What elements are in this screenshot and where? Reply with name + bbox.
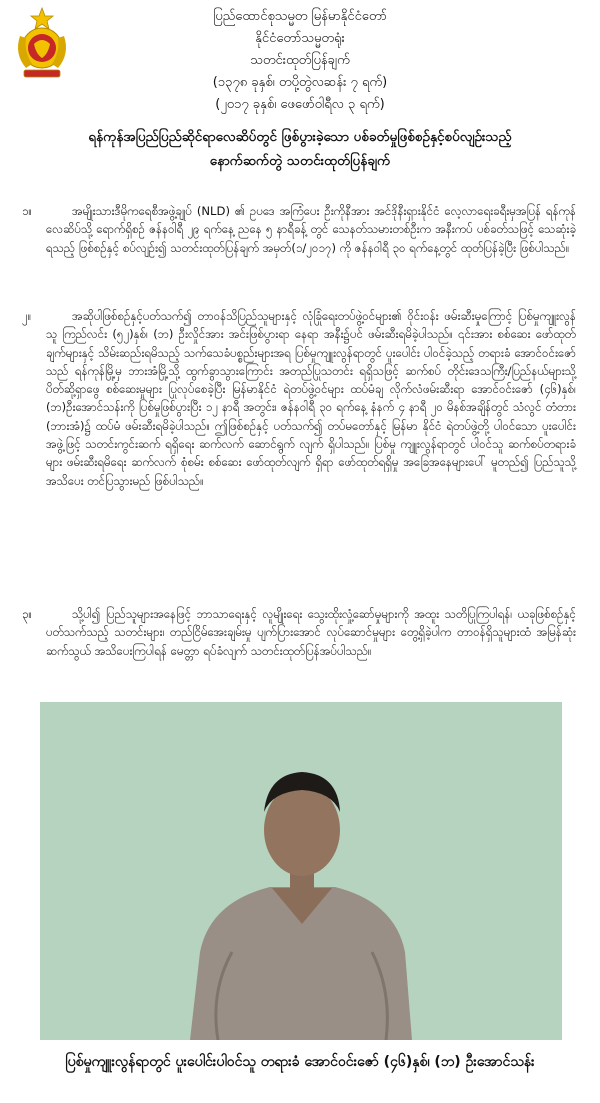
paragraph-text: အဆိုပါဖြစ်စဉ်နှင့်ပတ်သက်၍ တာဝန်သိပြည်သူများနှင့် လုံခြုံရေးတပ်ဖွဲ့ဝင်များ၏ ဝိုင်းဝန်း ဖမ်းဆီးမှုကြောင့် ပြစ်မှုကျူးလွန်သူ ကြည်လင်း (၅၂)နှစ်၊ (ဘ) ဦးလှိုင်အား အင်းဖြစ်ပွားရာ နေရာ အနီး၌ပင် ဖမ်းဆီးရမိခဲ့ပါသည်။ ၎င်းအား စစ်ဆေး ဖော်ထုတ်ချက်များနှင့် သိမ်းဆည်းရမိသည့် သက်သေခံပစ္စည်းများအရ ပြစ်မှုကျူးလွန်ရာတွင် ပူးပေါင်း ပါဝင်ခဲ့သည့် တရားခံ အောင်ဝင်းဇော် သည် ရန်ကုန်မြို့မှ ဘားအံမြို့သို့ ထွက်ခွာသွားကြောင်း အတည်ပြုသတင်း ရရှိသဖြင့် ဆက်စပ် တိုင်းဒေသကြီး/ပြည်နယ်များသို့ ပိတ်ဆို့ရှာဖွေ စစ်ဆေးမှုများ ပြုလုပ်စေခဲ့ပြီး မြန်မာနိုင်ငံ ရဲတပ်ဖွဲ့ဝင်များ ထပ်မံချ လိုက်လံဖမ်းဆီးရာ အောင်ဝင်းဇော် (၄၆)နှစ်၊ (ဘ)ဦးအောင်သန်းကို ပြစ်မှုဖြစ်ပွားပြီး ၁၂ နာရီ အတွင်း၊ ဇန်နဝါရီ ၃၀ ရက်နေ့ နံနက် ၄ နာရီ ၂၀ မိနစ်အချိန်တွင် သံလွင် တံတား (ဘားအံ)၌ ထပ်မံ ဖမ်းဆီးရမိခဲ့ပါသည်။ ဤဖြစ်စဉ်နှင့် ပတ်သက်၍ တပ်မတော်နှင့် မြန်မာ နိုင်ငံ ရဲတပ်ဖွဲ့တို့ ပါဝင်သော ပူးပေါင်းအဖွဲ့ဖြင့် သတင်းကွင်းဆက် ရရှိရေး ဆက်လက် ဆောင်ရွက် လျက် ရှိပါသည်။ ပြစ်မှု ကျူးလွန်ရာတွင် ပါဝင်သူ ဆက်စပ်တရားခံများ ဖမ်းဆီးရမိရေး ဆက်လက် စုံစမ်း စစ်ဆေး ဖော်ထုတ်လျက် ရှိရာ ဖော်ထုတ်ရရှိမှု အခြေအနေများပေါ် မူတည်၍ ပြည်သူသို့ အသိပေး တင်ပြသွားမည် ဖြစ်ပါသည်။ [46, 309, 576, 488]
document-header [0, 0, 600, 115]
title-line-2: နောက်ဆက်တွဲ သတင်းထုတ်ပြန်ချက် [209, 153, 391, 169]
suspect-photo [40, 702, 562, 1040]
paragraph-2 [22, 307, 576, 490]
header-line-1: ပြည်ထောင်စုသမ္မတ မြန်မာနိုင်ငံတော် [213, 9, 387, 24]
header-line-5: (၂၀၁၇ ခုနှစ်၊ ဖေဖော်ဝါရီလ ၃ ရက်) [215, 97, 385, 112]
photo-caption: ပြစ်မှုကျူးလွန်ရာတွင် ပူးပေါင်းပါဝင်သူ တရားခံ အောင်ဝင်းဇော် (၄၆)နှစ်၊ (ဘ) ဦးအောင်သန်း [65, 1054, 535, 1070]
paragraph-number: ၃။ [22, 607, 33, 621]
header-line-3: သတင်းထုတ်ပြန်ချက် [250, 53, 350, 68]
paragraph-1 [22, 202, 576, 257]
title-line-1: ရန်ကုန်အပြည်ပြည်ဆိုင်ရာလေဆိပ်တွင် ဖြစ်ပွားခဲ့သော ပစ်ခတ်မှုဖြစ်စဉ်နှင့်စပ်လျဉ်းသည့် [88, 129, 512, 145]
paragraph-number: ၂။ [22, 309, 32, 323]
paragraph-3 [22, 605, 576, 660]
header-line-4: (၁၃၇၈ ခုနှစ်၊ တပို့တွဲလဆန်း ၇ ရက်) [212, 75, 388, 90]
paragraph-number: ၁။ [22, 204, 33, 218]
header-line-2: နိုင်ငံတော်သမ္မတရုံး [255, 31, 345, 46]
paragraph-text: အမျိုးသားဒီမိုကရေစီအဖွဲ့ချုပ် (NLD) ၏ ဥပဒေ အကြံပေး ဦးကိုနီအား အင်ဒိုနီးရှားနိုင်ငံ လေ့လာရေးခရီးမှအပြန် ရန်ကုန်လေဆိပ်သို့ ရောက်ရှိစဉ် ဇန်နဝါရီ ၂၉ ရက်နေ့ ညနေ ၅ နာရီခန့် တွင် သေနတ်သမားတစ်ဦးက အနီးကပ် ပစ်ခတ်သဖြင့် သေဆုံးခဲ့ရသည့် ဖြစ်စဉ်နှင့် စပ်လျဉ်း၍ သတင်းထုတ်ပြန်ချက် အမှတ်(၁/၂၀၁၇) ကို ဇန်နဝါရီ ၃၀ ရက်နေ့တွင် ထုတ်ပြန်ခဲ့ပြီး ဖြစ်ပါသည်။ [46, 204, 576, 255]
person-figure-icon [40, 702, 562, 1040]
paragraph-text: သို့ပါ၍ ပြည်သူများအနေဖြင့် ဘာသာရေးနှင့် လူမျိုးရေး သွေးထိုးလှုံ့ဆော်မှုများကို အထူး သတိပြုကြပါရန်၊ ယခုဖြစ်စဉ်နှင့်ပတ်သက်သည့် သတင်းများ၊ တည်ငြိမ်အေးချမ်းမှု ပျက်ပြားအောင် လုပ်ဆောင်မှုများ တွေ့ရှိခဲ့ပါက တာဝန်ရှိသူများထံ အမြန်ဆုံး ဆက်သွယ် အသိပေးကြပါရန် မေတ္တာ ရပ်ခံလျက် သတင်းထုတ်ပြန်အပ်ပါသည်။ [46, 607, 576, 658]
